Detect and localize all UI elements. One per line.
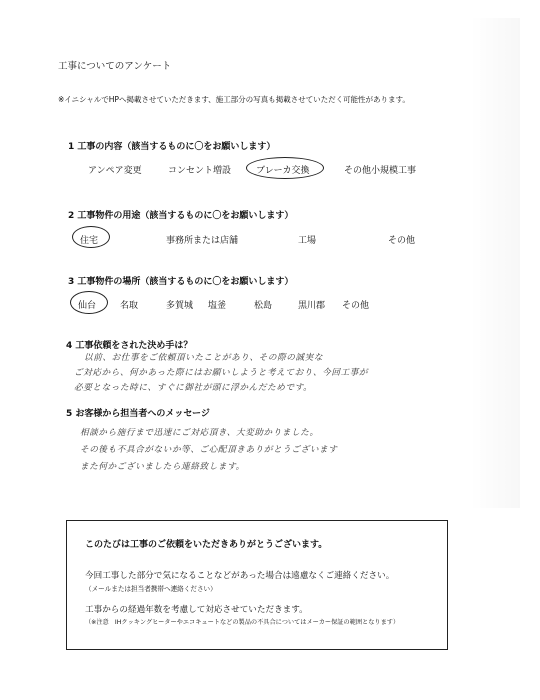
thank-you-box bbox=[66, 520, 448, 650]
warranty-note: （※注意 IHクッキングヒーターやエコキュートなどの製品の不具合についてはメーカー保証の範囲となります） bbox=[85, 619, 400, 626]
contact-message: 今回工事した部分で気になることなどがあった場合は遠慮なくご連絡ください。 bbox=[85, 571, 395, 581]
q4-answer-line: 以前、お仕事をご依頼頂いたことがあり、その際の誠実な bbox=[84, 353, 324, 363]
q5-answer-line: また何かございましたら連絡致します。 bbox=[80, 462, 245, 472]
q5-answer-line: その後も不具合がないか等、ご心配頂きありがとうございます bbox=[80, 445, 338, 455]
q3-selection-circle bbox=[70, 291, 108, 314]
q3-option-shiogama: 塩釜 bbox=[208, 301, 227, 311]
question-4-label: 4 工事依頼をされた決め手は？ bbox=[66, 341, 193, 351]
publication-notice: ※イニシャルでHPへ掲載させていただきます、施工部分の写真も掲載させていただく可能性があります。 bbox=[58, 95, 410, 104]
q3-option-matsushima: 松島 bbox=[254, 301, 273, 311]
question-3-label: 3 工事物件の場所（該当するものに〇をお願いします） bbox=[68, 277, 294, 287]
elapsed-years-message: 工事からの経過年数を考慮して対応させていただきます。 bbox=[85, 605, 308, 615]
q1-selection-circle bbox=[246, 157, 324, 179]
question-5-label: 5 お客様から担当者へのメッセージ bbox=[66, 409, 210, 419]
contact-note: （メールまたは担当者携帯へ連絡ください） bbox=[85, 585, 217, 593]
q3-option-sendai: 仙台 bbox=[78, 301, 97, 311]
q3-option-tagajo: 多賀城 bbox=[166, 301, 194, 311]
q4-answer-line: ご対応から、何かあった際にはお願いしようと考えており、今回工事が bbox=[74, 368, 369, 378]
question-2-label: 2 工事物件の用途（該当するものに〇をお願いします） bbox=[68, 211, 294, 221]
q3-option-other: その他 bbox=[342, 301, 370, 311]
q4-answer-line: 必要となった時に、すぐに御社が頭に浮かんだためです。 bbox=[74, 383, 313, 393]
q2-option-other: その他 bbox=[388, 236, 416, 246]
q2-option-office-or-store: 事務所または店舗 bbox=[166, 236, 239, 246]
q2-selection-circle bbox=[72, 226, 110, 248]
q3-option-kurokawa: 黒川郡 bbox=[298, 301, 326, 311]
q1-option-amp-change: アンペア変更 bbox=[88, 166, 142, 176]
q1-option-outlet-addition: コンセント増設 bbox=[168, 166, 232, 176]
q1-option-breaker-replacement: ブレーカ交換 bbox=[256, 166, 310, 176]
q2-option-factory: 工場 bbox=[298, 236, 317, 246]
q3-option-natori: 名取 bbox=[120, 301, 139, 311]
q5-answer-line: 相談から施行まで迅速にご対応頂き、大変助かりました。 bbox=[80, 428, 319, 438]
survey-title: 工事についてのアンケート bbox=[58, 61, 172, 72]
scan-edge bbox=[470, 18, 520, 508]
question-1-label: 1 工事の内容（該当するものに〇をお願いします） bbox=[68, 142, 276, 152]
q2-option-residence: 住宅 bbox=[80, 236, 99, 246]
q1-option-other-small-work: その他小規模工事 bbox=[344, 166, 417, 176]
thank-you-message: このたびは工事のご依頼をいただきありがとうございます。 bbox=[85, 540, 328, 550]
